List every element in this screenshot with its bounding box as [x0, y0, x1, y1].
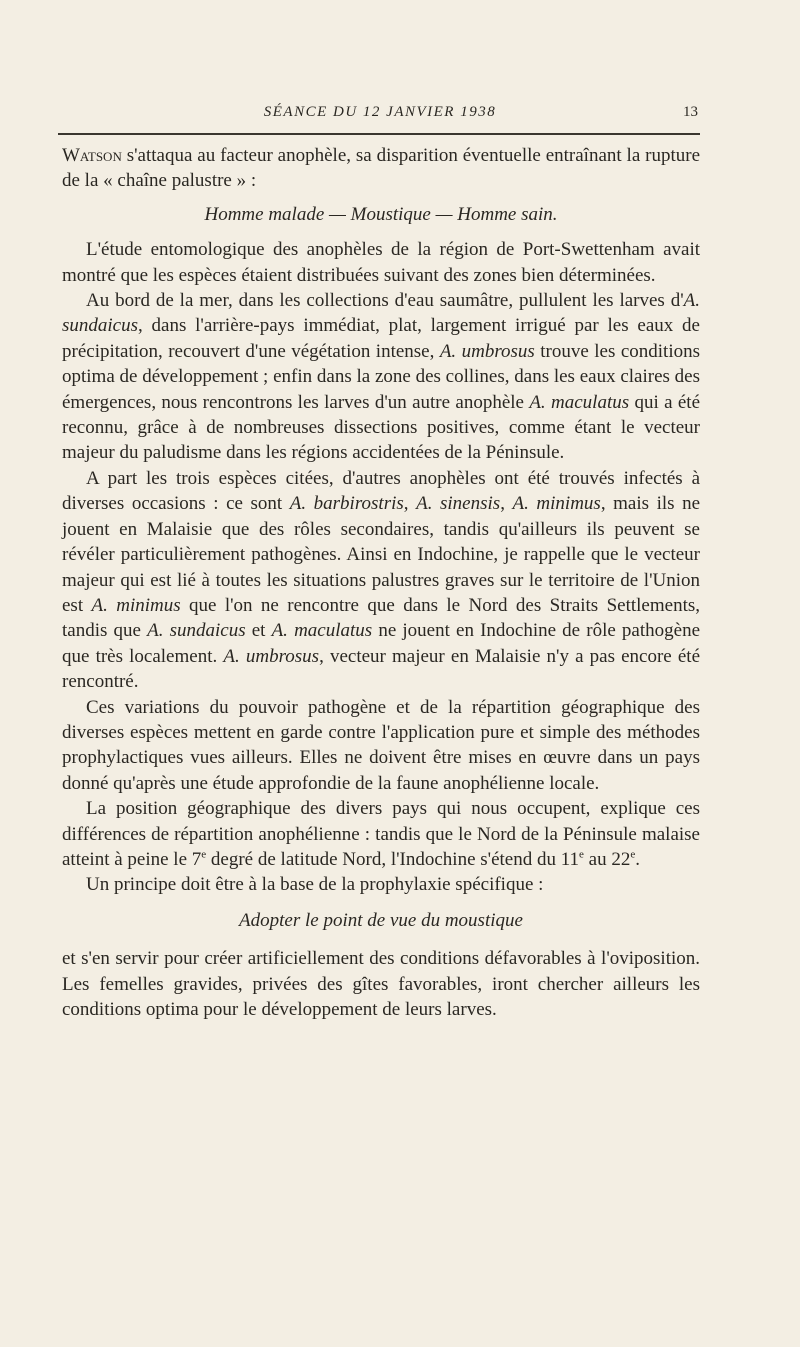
species-name: A. sundaicus	[147, 620, 246, 642]
text-span: Au bord de la mer, dans les collections d'eau saumâtre, pullulent les larves d'	[86, 290, 684, 312]
species-name: A. sinensis	[416, 493, 501, 515]
paragraph-4	[62, 466, 700, 695]
ordinal-superscript: e	[579, 848, 584, 861]
text-span: , dans l'arrière-pays immédiat, plat, largement irrigué par les eaux de précipitation, recouvert d'une végétation intense,	[62, 315, 700, 362]
text-span: La position géographique des divers pays qui nous occupent, explique ces différences de répartition anophélienne : tandis que le Nord de la Péninsule malaise atteint à peine le 7	[62, 798, 700, 870]
text-span: ,	[403, 493, 417, 515]
species-name: A. umbrosus	[223, 645, 320, 667]
paragraph-8: et s'en servir pour créer artificiellement des conditions défavorables à l'oviposition. Les femelles gravides, privées des gîtes favorables, iront chercher ailleurs les conditions optima pour le développement de leurs larves.	[62, 948, 700, 1020]
paragraph-6	[62, 796, 700, 872]
text-span: et	[245, 620, 272, 642]
paragraph-7: Un principe doit être à la base de la prophylaxie spécifique :	[86, 874, 544, 896]
text-span: , vecteur majeur en Malaisie n'y a pas encore été rencontré.	[62, 645, 701, 693]
header-rule	[58, 133, 700, 135]
species-name: A. umbrosus	[439, 340, 535, 362]
body-text	[62, 143, 700, 1022]
text-span: qui a été reconnu, grâce à de nombreuses dissections positives, comme étant le vecteur majeur du paludisme dans les régions accidentées de la Péninsule.	[62, 391, 701, 464]
formula-principle: Adopter le point de vue du moustique	[239, 909, 523, 931]
author-name: Watson	[62, 145, 122, 166]
paragraph-2: L'étude entomologique des anophèles de la région de Port-Swettenham avait montré que les espèces étaient distribuées suivant des zones bien déterminées.	[62, 239, 700, 286]
text-span: ,	[500, 493, 513, 515]
text-span: degré de latitude Nord, l'Indochine s'étend du 11	[206, 848, 580, 870]
paragraph-3	[62, 288, 700, 466]
text-span: trouve les conditions optima de développement ; enfin dans la zone des collines, dans les eaux claires des émergences, nous rencontrons les larves d'un autre anophèle	[62, 340, 700, 413]
ordinal-superscript: e	[201, 848, 207, 861]
text-span: au 22	[583, 848, 631, 870]
species-name: A. sundaicus	[62, 290, 700, 337]
paragraph-1-text: s'attaqua au facteur anophèle, sa disparition éventuelle entraînant la rupture de la « chaîne palustre » :	[62, 145, 700, 192]
text-span: .	[635, 848, 640, 870]
paragraph-1	[62, 143, 700, 194]
text-span: A part les trois espèces citées, d'autres anophèles ont été trouvés infectés à diverses occasions : ce sont	[62, 467, 700, 515]
species-name: A. maculatus	[271, 620, 373, 642]
page-number: 13	[683, 104, 698, 120]
text-span: , mais ils ne jouent en Malaisie que des rôles secondaires, tandis qu'ailleurs ils peuvent se révéler particulièrement pathogènes. Ainsi en Indochine, je rappelle que le vecteur majeur qui est lié à toutes les situations palustres graves sur le territoire de l'Union est	[62, 493, 701, 616]
species-name: A. maculatus	[529, 391, 630, 413]
running-head: SÉANCE DU 12 JANVIER 1938	[263, 104, 497, 120]
text-span: que l'on ne rencontre que dans le Nord des Straits Settlements, tandis que	[62, 594, 700, 642]
formula-chain: Homme malade — Moustique — Homme sain.	[204, 203, 558, 225]
ordinal-superscript: e	[630, 848, 636, 861]
species-name: A. minimus	[91, 594, 181, 616]
page-header	[60, 104, 700, 126]
species-name: A. minimus	[512, 493, 601, 515]
text-span: ne jouent en Indochine de rôle pathogène que très localement.	[62, 620, 701, 667]
paragraph-5: Ces variations du pouvoir pathogène et de la répartition géographique des diverses espèces mettent en garde contre l'application pure et simple des méthodes prophylactiques vues ailleurs. Elles ne doivent être mises en œuvre dans un pays donné qu'après une étude approfondie de la faune anophélienne locale.	[62, 696, 700, 794]
species-name: A. barbirostris	[289, 493, 404, 515]
